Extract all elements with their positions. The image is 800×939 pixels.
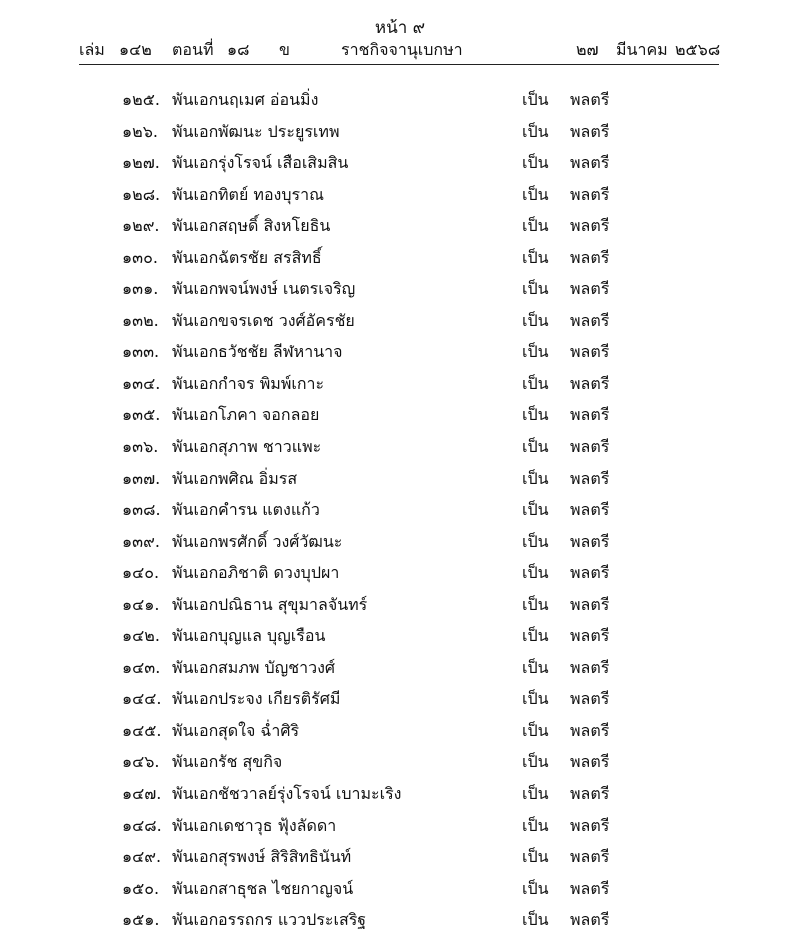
promotion-connector: เป็น [522, 247, 549, 267]
promotion-connector: เป็น [522, 531, 549, 551]
new-rank: พลตรี [570, 437, 610, 457]
entry-number: ๑๕๑. [122, 910, 160, 930]
officer-name: พศิณ อิ่มรส [218, 468, 298, 488]
header-divider [79, 64, 719, 65]
new-rank: พลตรี [570, 153, 610, 173]
promotion-connector: เป็น [522, 910, 549, 930]
list-item [0, 307, 800, 339]
current-rank: พันเอก [172, 373, 219, 393]
promotion-connector: เป็น [522, 563, 549, 583]
promotion-connector: เป็น [522, 878, 549, 898]
date-year: ๒๕๖๘ [675, 40, 721, 59]
officer-name: อภิชาติ ดวงบุปผา [218, 563, 340, 583]
entry-number: ๑๓๑. [122, 279, 159, 299]
current-rank: พันเอก [172, 594, 219, 614]
promotion-connector: เป็น [522, 279, 549, 299]
new-rank: พลตรี [570, 247, 610, 267]
current-rank: พันเอก [172, 878, 219, 898]
volume-label: เล่ม [79, 40, 105, 59]
new-rank: พลตรี [570, 847, 610, 867]
list-item [0, 559, 800, 591]
officer-name: พัฒนะ ประยูรเทพ [218, 121, 340, 141]
list-item [0, 181, 800, 213]
current-rank: พันเอก [172, 437, 219, 457]
current-rank: พันเอก [172, 657, 219, 677]
current-rank: พันเอก [172, 153, 219, 173]
officer-name: สาธุชล ไชยกาญจน์ [218, 878, 354, 898]
entry-number: ๑๓๗. [122, 468, 161, 488]
entry-number: ๑๔๑. [122, 594, 160, 614]
current-rank: พันเอก [172, 247, 219, 267]
current-rank: พันเอก [172, 90, 219, 109]
current-rank: พันเอก [172, 279, 219, 299]
entry-number: ๑๔๘. [122, 815, 162, 835]
current-rank: พันเอก [172, 216, 219, 236]
current-rank: พันเอก [172, 847, 219, 867]
promotion-connector: เป็น [522, 405, 549, 425]
list-item [0, 465, 800, 497]
list-item [0, 812, 800, 844]
promotion-connector: เป็น [522, 216, 549, 236]
new-rank: พลตรี [570, 310, 610, 330]
new-rank: พลตรี [570, 689, 610, 709]
officer-name: ธวัชชัย ลีฬหานาจ [218, 342, 343, 362]
entry-number: ๑๓๐. [122, 247, 158, 267]
gazette-header [79, 38, 719, 62]
section-label: ตอนที่ [172, 40, 214, 59]
new-rank: พลตรี [570, 121, 610, 141]
entry-number: ๑๕๐. [122, 878, 160, 898]
promotion-connector: เป็น [522, 720, 549, 740]
new-rank: พลตรี [570, 784, 610, 804]
officer-name: พรศักดิ์ วงศ์วัฒนะ [218, 531, 343, 551]
entry-number: ๑๔๐. [122, 563, 160, 583]
new-rank: พลตรี [570, 815, 610, 835]
entry-number: ๑๔๓. [122, 657, 161, 677]
entry-number: ๑๓๒. [122, 310, 159, 330]
current-rank: พันเอก [172, 500, 219, 520]
page-number: หน้า ๙ [374, 18, 426, 38]
list-item [0, 843, 800, 875]
officer-name: เดชาวุธ ฟุ้งลัดดา [218, 815, 337, 835]
list-item [0, 212, 800, 244]
list-item [0, 275, 800, 307]
promotion-connector: เป็น [522, 752, 549, 772]
list-item [0, 149, 800, 181]
list-item [0, 591, 800, 623]
officer-name: ปณิธาน สุขุมาลจันทร์ [218, 594, 368, 614]
officer-name: ฉัตรชัย สรสิทธิ์ [218, 247, 322, 267]
current-rank: พันเอก [172, 626, 219, 646]
new-rank: พลตรี [570, 626, 610, 646]
current-rank: พันเอก [172, 342, 219, 362]
list-item [0, 685, 800, 717]
officer-name: คำรน แตงแก้ว [218, 500, 320, 520]
new-rank: พลตรี [570, 500, 610, 520]
list-item [0, 496, 800, 528]
officer-name: อรรถกร แววประเสริฐ [218, 910, 367, 930]
entry-number: ๑๔๙. [122, 847, 162, 867]
promotion-connector: เป็น [522, 90, 549, 109]
entry-number: ๑๓๕. [122, 405, 161, 425]
new-rank: พลตรี [570, 910, 610, 930]
part-letter: ข [279, 40, 290, 59]
current-rank: พันเอก [172, 720, 219, 740]
entry-number: ๑๓๔. [122, 373, 161, 393]
officer-name: สุภาพ ชาวแพะ [218, 437, 322, 457]
current-rank: พันเอก [172, 784, 219, 804]
section-number: ๑๘ [227, 40, 250, 59]
current-rank: พันเอก [172, 752, 219, 772]
date-month: มีนาคม [616, 40, 668, 59]
new-rank: พลตรี [570, 279, 610, 299]
new-rank: พลตรี [570, 373, 610, 393]
current-rank: พันเอก [172, 121, 219, 141]
promotion-list [0, 86, 800, 938]
officer-name: กำจร พิมพ์เกาะ [218, 373, 325, 393]
list-item [0, 86, 800, 118]
officer-name: นฤเมศ อ่อนมิ่ง [218, 90, 319, 109]
officer-name: สุดใจ ฉ่ำศิริ [218, 720, 300, 740]
new-rank: พลตรี [570, 405, 610, 425]
promotion-connector: เป็น [522, 847, 549, 867]
list-item [0, 875, 800, 907]
new-rank: พลตรี [570, 216, 610, 236]
promotion-connector: เป็น [522, 121, 549, 141]
current-rank: พันเอก [172, 689, 219, 709]
promotion-connector: เป็น [522, 689, 549, 709]
promotion-connector: เป็น [522, 784, 549, 804]
entry-number: ๑๒๘. [122, 184, 161, 204]
promotion-connector: เป็น [522, 437, 549, 457]
entry-number: ๑๓๖. [122, 437, 159, 457]
gazette-title: ราชกิจจานุเบกษา [341, 40, 463, 59]
officer-name: รัช สุขกิจ [218, 752, 283, 772]
entry-number: ๑๒๖. [122, 121, 158, 141]
list-item [0, 370, 800, 402]
list-item [0, 118, 800, 150]
new-rank: พลตรี [570, 657, 610, 677]
promotion-connector: เป็น [522, 153, 549, 173]
current-rank: พันเอก [172, 563, 219, 583]
new-rank: พลตรี [570, 531, 610, 551]
list-item [0, 244, 800, 276]
current-rank: พันเอก [172, 531, 219, 551]
volume-number: ๑๔๒ [119, 40, 152, 59]
entry-number: ๑๒๗. [122, 153, 160, 173]
promotion-connector: เป็น [522, 310, 549, 330]
new-rank: พลตรี [570, 342, 610, 362]
new-rank: พลตรี [570, 752, 610, 772]
date-day: ๒๗ [576, 40, 599, 59]
current-rank: พันเอก [172, 184, 219, 204]
promotion-connector: เป็น [522, 657, 549, 677]
officer-name: พจน์พงษ์ เนตรเจริญ [218, 279, 356, 299]
current-rank: พันเอก [172, 815, 219, 835]
entry-number: ๑๔๗. [122, 784, 162, 804]
promotion-connector: เป็น [522, 626, 549, 646]
officer-name: สฤษดิ์ สิงหโยธิน [218, 216, 331, 236]
list-item [0, 401, 800, 433]
new-rank: พลตรี [570, 878, 610, 898]
list-item [0, 622, 800, 654]
officer-name: สุรพงษ์ สิริสิทธินันท์ [218, 847, 352, 867]
officer-name: สมภพ บัญชาวงศ์ [218, 657, 336, 677]
list-item [0, 433, 800, 465]
promotion-connector: เป็น [522, 594, 549, 614]
entry-number: ๑๔๕. [122, 720, 162, 740]
promotion-connector: เป็น [522, 373, 549, 393]
new-rank: พลตรี [570, 468, 610, 488]
entry-number: ๑๒๙. [122, 216, 160, 236]
current-rank: พันเอก [172, 310, 219, 330]
officer-name: ขจรเดช วงศ์อัครชัย [218, 310, 355, 330]
entry-number: ๑๔๖. [122, 752, 160, 772]
promotion-connector: เป็น [522, 468, 549, 488]
list-item [0, 654, 800, 686]
new-rank: พลตรี [570, 184, 610, 204]
list-item [0, 717, 800, 749]
entry-number: ๑๓๓. [122, 342, 160, 362]
promotion-connector: เป็น [522, 815, 549, 835]
officer-name: ทิตย์ ทองบุราณ [218, 184, 324, 204]
entry-number: ๑๒๕. [122, 90, 160, 109]
officer-name: ประจง เกียรติรัศมี [218, 689, 341, 709]
list-item [0, 748, 800, 780]
promotion-connector: เป็น [522, 500, 549, 520]
entry-number: ๑๔๒. [122, 626, 160, 646]
officer-name: รุ่งโรจน์ เสือเสิมสิน [218, 153, 349, 173]
list-item [0, 338, 800, 370]
new-rank: พลตรี [570, 594, 610, 614]
list-item [0, 906, 800, 938]
officer-name: บุญแล บุญเรือน [218, 626, 326, 646]
officer-name: โภคา จอกลอย [218, 405, 320, 425]
entry-number: ๑๔๔. [122, 689, 162, 709]
entry-number: ๑๓๘. [122, 500, 161, 520]
current-rank: พันเอก [172, 468, 219, 488]
new-rank: พลตรี [570, 563, 610, 583]
promotion-connector: เป็น [522, 342, 549, 362]
current-rank: พันเอก [172, 910, 219, 930]
promotion-connector: เป็น [522, 184, 549, 204]
new-rank: พลตรี [570, 720, 610, 740]
officer-name: ชัชวาลย์รุ่งโรจน์ เบามะเริง [218, 784, 402, 804]
entry-number: ๑๓๙. [122, 531, 160, 551]
new-rank: พลตรี [570, 90, 610, 109]
current-rank: พันเอก [172, 405, 219, 425]
list-item [0, 528, 800, 560]
list-item [0, 780, 800, 812]
